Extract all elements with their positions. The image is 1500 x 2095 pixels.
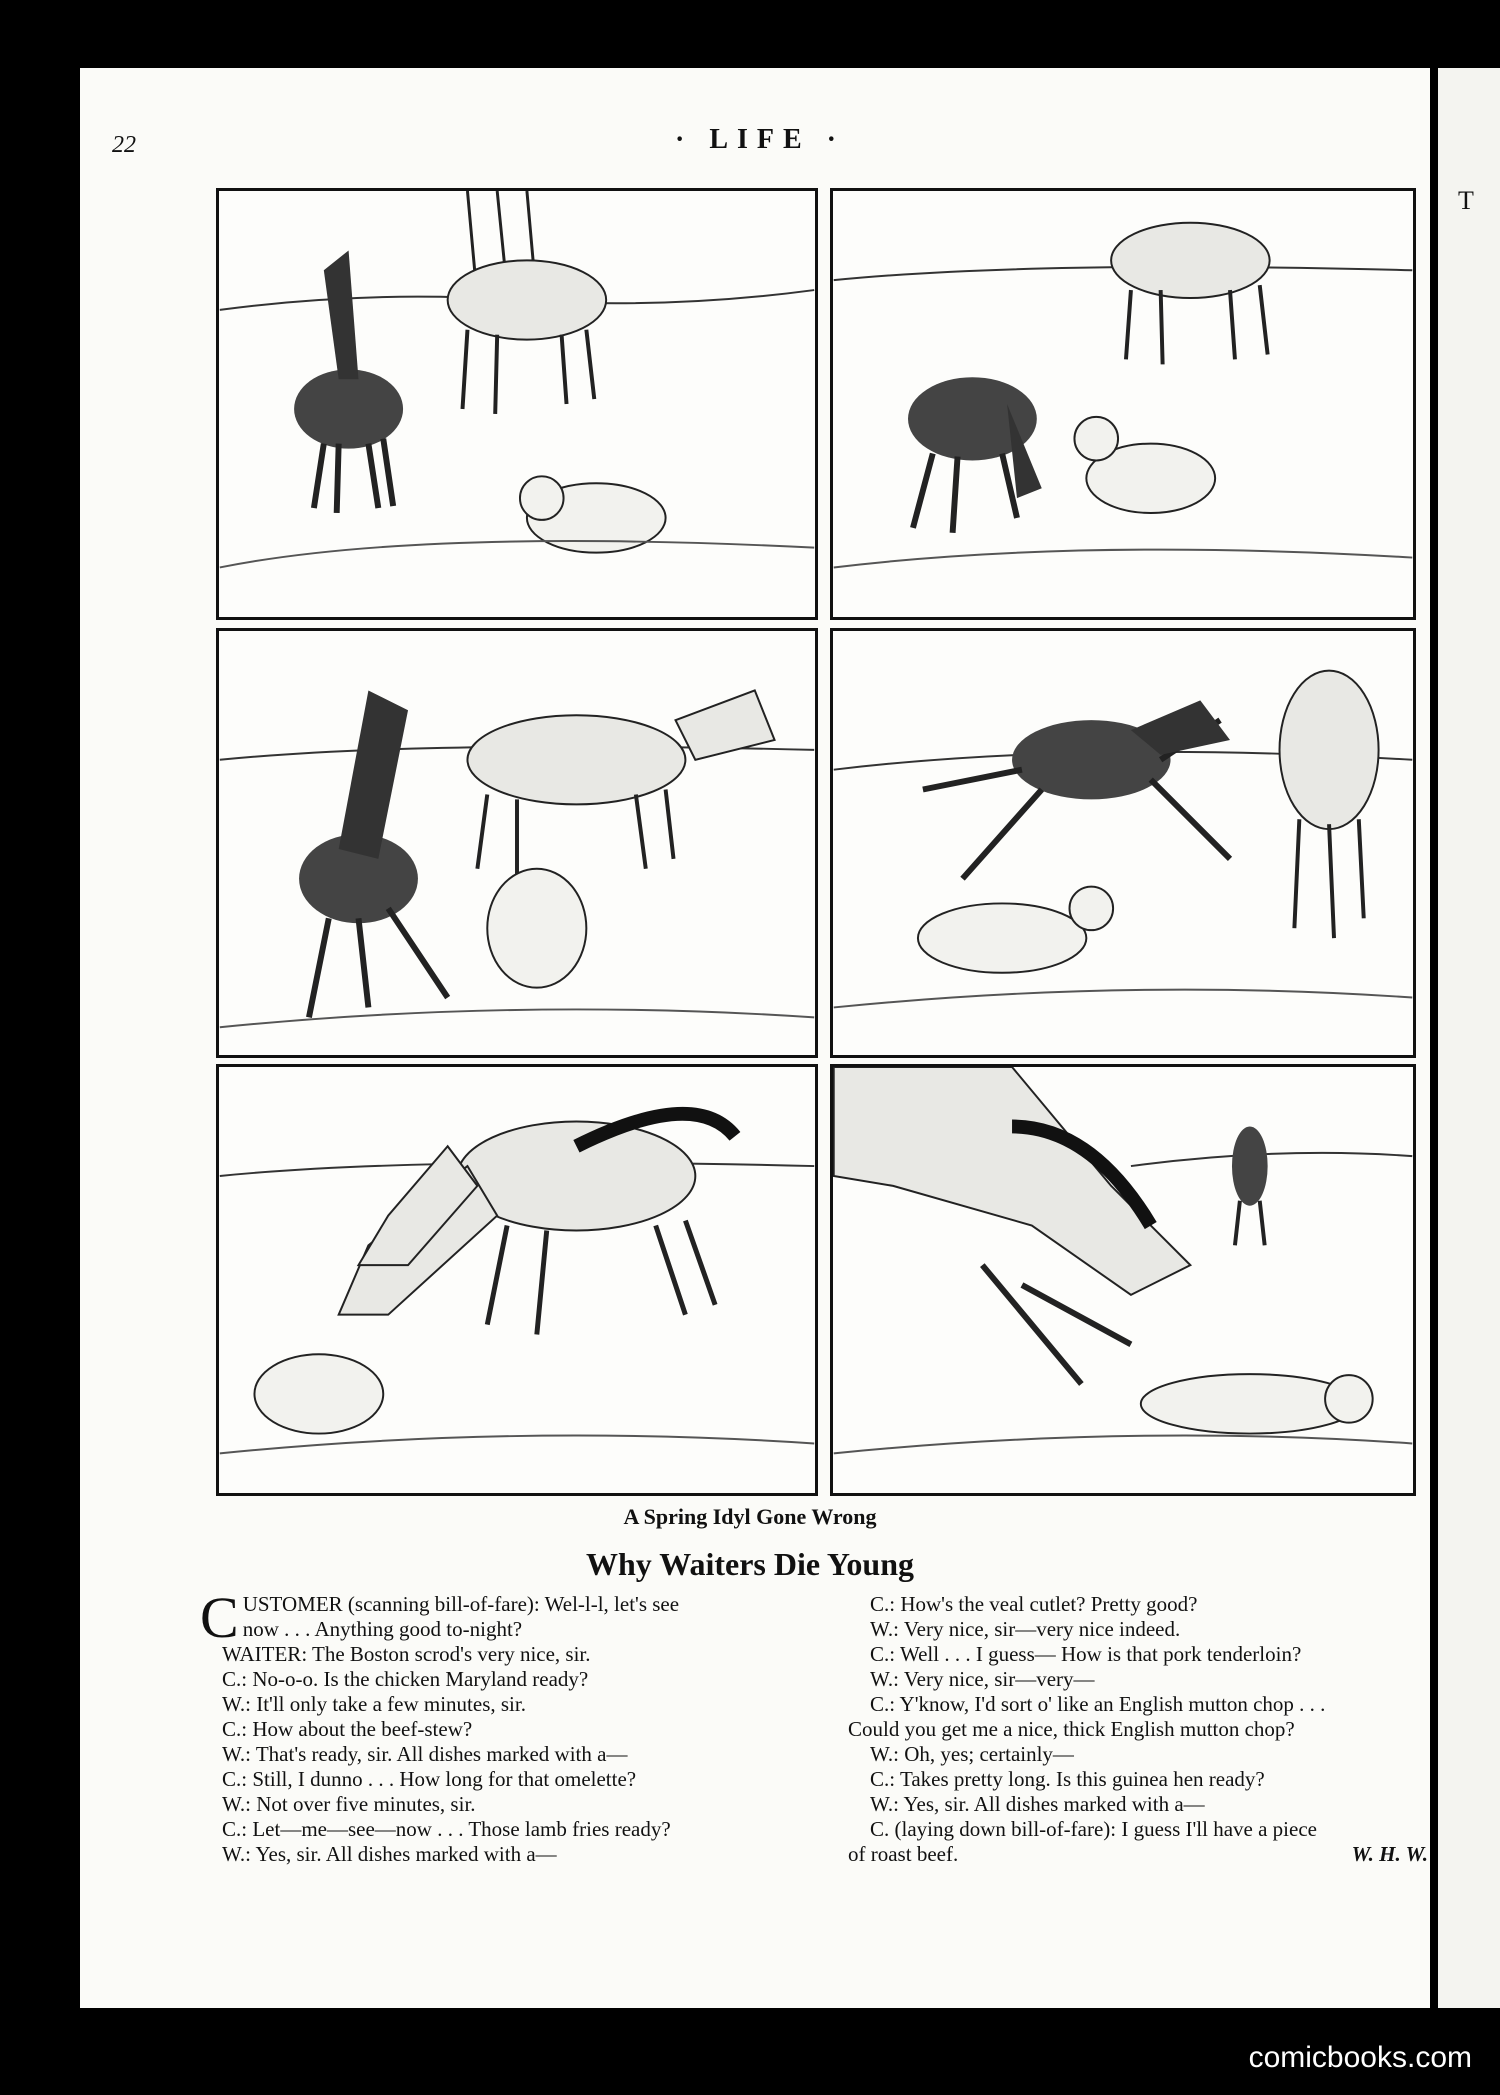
dialogue-text: C.: How's the veal cutlet? Pretty good? <box>870 1592 1198 1616</box>
article-right-column <box>848 1592 1438 1867</box>
dialogue-line <box>848 1717 1438 1742</box>
dialogue-line <box>848 1767 1438 1792</box>
dialogue-text: W.: Very nice, sir—very nice indeed. <box>870 1617 1181 1641</box>
adjacent-page-edge <box>1438 68 1500 2008</box>
dialogue-line <box>200 1742 800 1767</box>
dialogue-text: C.: Y'know, I'd sort o' like an English mutton chop . . . <box>870 1692 1326 1716</box>
dialogue-line <box>200 1717 800 1742</box>
dialogue-text: W.: Very nice, sir—very— <box>870 1667 1095 1691</box>
dialogue-text: W.: Yes, sir. All dishes marked with a— <box>222 1842 557 1866</box>
dialogue-text: Could you get me a nice, thick English mutton chop? <box>848 1717 1295 1741</box>
dialogue-text: W.: Not over five minutes, sir. <box>222 1792 476 1816</box>
dialogue-line <box>200 1842 800 1867</box>
comic-caption <box>0 1504 1500 1530</box>
dialogue-line <box>848 1817 1438 1842</box>
dialogue-text: USTOMER (scanning bill-of-fare): Wel-l-l, let's see <box>242 1592 680 1616</box>
dialogue-text: C.: Still, I dunno . . . How long for that omelette? <box>222 1767 637 1791</box>
dialogue-text: C.: No-o-o. Is the chicken Maryland ready? <box>222 1667 589 1691</box>
comic-panel-6 <box>830 1064 1416 1496</box>
masthead: · LIFE · <box>674 124 846 155</box>
drop-cap: C <box>200 1585 239 1650</box>
panel-2-illustration <box>833 191 1413 617</box>
watermark: comicbooks.com <box>1248 2041 1472 2074</box>
dialogue-line <box>848 1667 1438 1692</box>
dialogue-line <box>200 1692 800 1717</box>
dialogue-line <box>848 1792 1438 1817</box>
dialogue-line <box>848 1742 1438 1767</box>
dialogue-line <box>200 1817 800 1842</box>
dialogue-line <box>200 1642 800 1667</box>
panel-1-illustration <box>219 191 815 617</box>
dialogue-text: now . . . Anything good to-night? <box>242 1617 523 1641</box>
dialogue-text: WAITER: The Boston scrod's very nice, sir. <box>222 1642 591 1666</box>
dialogue-line <box>200 1767 800 1792</box>
dialogue-text: C.: How about the beef-stew? <box>222 1717 473 1741</box>
dialogue-line <box>200 1792 800 1817</box>
dialogue-line <box>848 1592 1438 1617</box>
dialogue-line <box>848 1642 1438 1667</box>
panel-6-illustration <box>833 1067 1413 1493</box>
dialogue-line <box>200 1667 800 1692</box>
dialogue-text: W.: That's ready, sir. All dishes marked with a— <box>222 1742 628 1766</box>
dialogue-text: W.: It'll only take a few minutes, sir. <box>222 1692 526 1716</box>
dialogue-text: C.: Well . . . I guess— How is that pork tenderloin? <box>870 1642 1302 1666</box>
author-signature: W. H. W. <box>1351 1842 1428 1866</box>
dialogue-line <box>848 1692 1438 1717</box>
panel-4-illustration <box>833 631 1413 1055</box>
adjacent-page-fragment: T <box>1458 186 1474 215</box>
dialogue-text: W.: Oh, yes; certainly— <box>870 1742 1074 1766</box>
comic-panel-4 <box>830 628 1416 1058</box>
page-number: 22 <box>112 132 136 158</box>
comic-panel-1 <box>216 188 818 620</box>
dialogue-text: of roast beef. <box>848 1842 959 1866</box>
dialogue-line <box>848 1842 1438 1867</box>
dialogue-text: C. (laying down bill-of-fare): I guess I'll have a piece <box>870 1817 1317 1841</box>
article-title: Why Waiters Die Young <box>585 1546 915 1582</box>
comic-panel-2 <box>830 188 1416 620</box>
comic-caption-text: A Spring Idyl Gone Wrong <box>623 1504 877 1529</box>
dialogue-text: C.: Let—me—see—now . . . Those lamb fries ready? <box>222 1817 671 1841</box>
panel-3-illustration <box>219 631 815 1055</box>
comic-panel-3 <box>216 628 818 1058</box>
dialogue-line <box>200 1617 800 1642</box>
dialogue-line <box>848 1617 1438 1642</box>
panel-5-illustration <box>219 1067 815 1493</box>
article-left-column <box>200 1585 800 1867</box>
dialogue-text: W.: Yes, sir. All dishes marked with a— <box>870 1792 1205 1816</box>
comic-panel-5 <box>216 1064 818 1496</box>
dialogue-text: C.: Takes pretty long. Is this guinea hen ready? <box>870 1767 1265 1791</box>
